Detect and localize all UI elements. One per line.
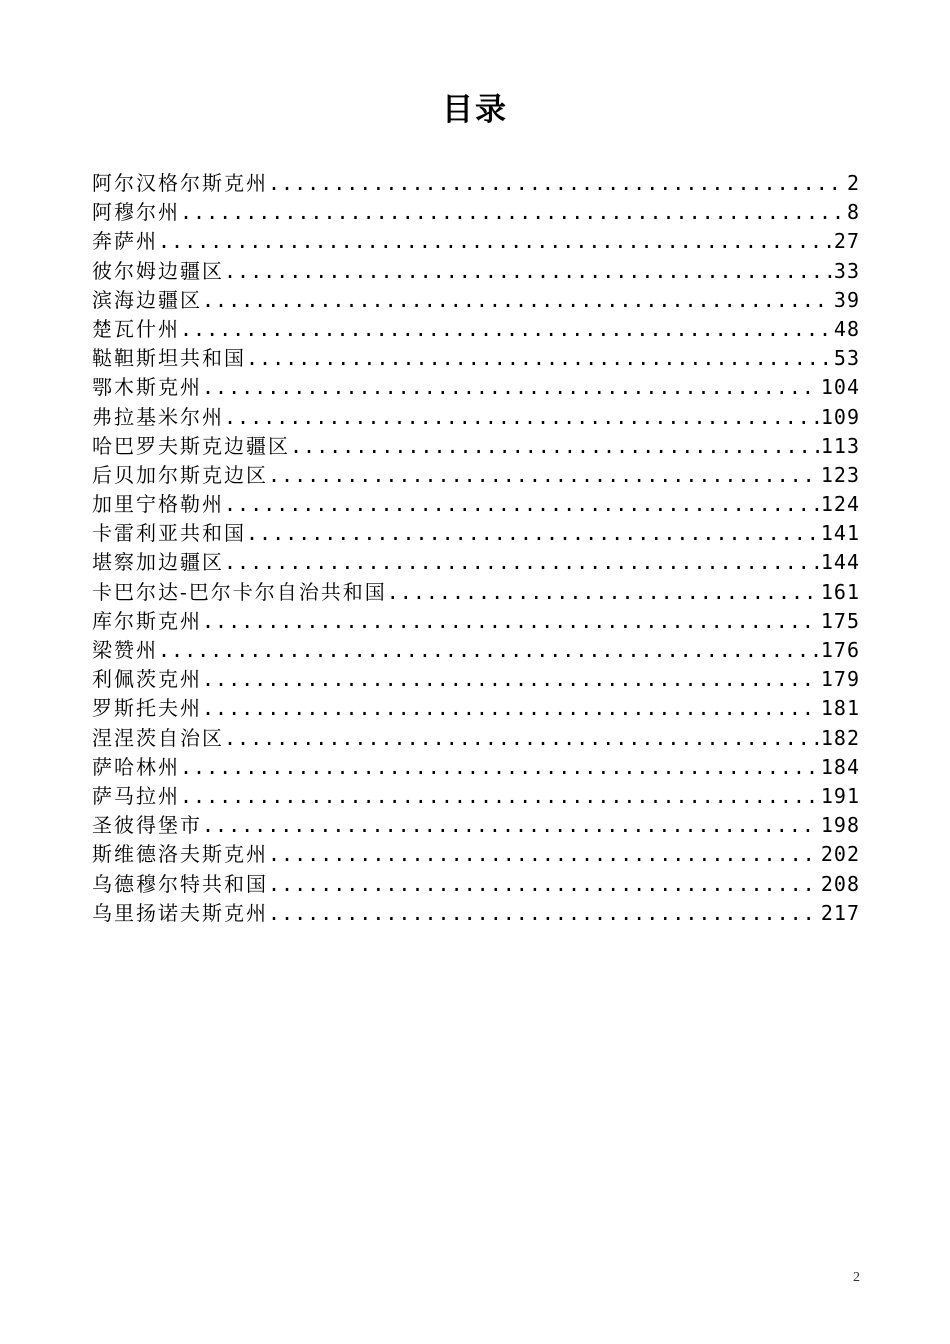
toc-entry-page: 109 xyxy=(820,404,860,429)
toc-entry-label: 萨哈林州 xyxy=(92,754,180,779)
toc-leader-dots xyxy=(180,315,832,344)
toc-entry-label: 梁赞州 xyxy=(92,638,158,662)
toc-entry-label: 楚瓦什州 xyxy=(92,316,180,341)
toc-entry[interactable] xyxy=(92,373,860,402)
toc-entry-page: 104 xyxy=(820,375,860,400)
toc-entry-label: 加里宁格勒州 xyxy=(92,492,224,517)
toc-entry-page: 208 xyxy=(820,871,860,896)
toc-entry[interactable] xyxy=(92,811,860,840)
toc-entry[interactable] xyxy=(92,548,860,577)
toc-title: 目录 xyxy=(442,92,508,128)
toc-entry-page: 53 xyxy=(833,346,860,371)
toc-entry[interactable] xyxy=(92,899,860,928)
toc-entry[interactable] xyxy=(92,782,860,811)
toc-entry-page: 176 xyxy=(820,638,860,662)
toc-entry[interactable] xyxy=(92,724,860,753)
toc-entry-page: 141 xyxy=(820,521,860,546)
toc-entry[interactable] xyxy=(92,636,860,665)
toc-leader-dots xyxy=(268,840,819,869)
toc-leader-dots xyxy=(180,753,819,782)
toc-entry[interactable] xyxy=(92,694,860,723)
toc-entry-label: 乌里扬诺夫斯克州 xyxy=(92,900,268,925)
toc-entry-page: 175 xyxy=(820,608,860,633)
toc-entry[interactable] xyxy=(92,257,860,286)
toc-entry-page: 48 xyxy=(833,316,860,341)
toc-entry-label: 利佩茨克州 xyxy=(92,667,202,692)
toc-entry[interactable] xyxy=(92,607,860,636)
toc-leader-dots xyxy=(290,432,819,461)
toc-entry-label: 后贝加尔斯克边区 xyxy=(92,462,268,487)
toc-entry[interactable] xyxy=(92,840,860,869)
toc-entry-label: 卡雷利亚共和国 xyxy=(92,521,246,546)
toc-entry[interactable] xyxy=(92,665,860,694)
toc-entry-label: 堪察加边疆区 xyxy=(92,550,224,575)
toc-leader-dots xyxy=(180,198,845,227)
toc-entry-page: 161 xyxy=(820,579,860,604)
toc-entry-page: 2 xyxy=(846,171,860,195)
toc-entry-page: 217 xyxy=(820,900,860,925)
toc-entry-label: 圣彼得堡市 xyxy=(92,813,202,838)
toc-entry-label: 鞑靼斯坦共和国 xyxy=(92,346,246,371)
toc-entry[interactable] xyxy=(92,432,860,461)
toc-leader-dots xyxy=(268,169,845,198)
toc-entry-label: 萨马拉州 xyxy=(92,783,180,808)
toc-leader-dots xyxy=(180,782,819,811)
toc-leader-dots xyxy=(224,403,819,432)
toc-entry-label: 滨海边疆区 xyxy=(92,287,202,312)
toc-entry-label: 库尔斯克州 xyxy=(92,608,202,633)
toc-leader-dots xyxy=(224,724,819,753)
toc-entry-page: 123 xyxy=(820,462,860,487)
toc-entry-label: 阿穆尔州 xyxy=(92,200,180,225)
toc-entry-label: 弗拉基米尔州 xyxy=(92,404,224,429)
toc-entry-label: 彼尔姆边疆区 xyxy=(92,258,224,283)
toc-entry-label: 奔萨州 xyxy=(92,229,158,254)
toc-entry-label: 罗斯托夫州 xyxy=(92,696,202,721)
toc-entry-page: 8 xyxy=(846,200,860,225)
toc-entry[interactable] xyxy=(92,753,860,782)
toc-leader-dots xyxy=(268,461,819,490)
toc-leader-dots xyxy=(202,607,819,636)
toc-entry-page: 182 xyxy=(820,725,860,750)
page-number: 2 xyxy=(853,1270,860,1285)
toc-entry[interactable] xyxy=(92,519,860,548)
toc-leader-dots xyxy=(202,286,832,315)
toc-entry-label: 阿尔汉格尔斯克州 xyxy=(92,171,268,195)
toc-entry-label: 涅涅茨自治区 xyxy=(92,725,224,750)
toc-leader-dots xyxy=(246,344,832,373)
toc-entry-page: 113 xyxy=(820,433,860,458)
toc-leader-dots xyxy=(202,665,819,694)
toc-entry-page: 181 xyxy=(820,696,860,721)
toc-leader-dots xyxy=(202,694,819,723)
toc-entry-page: 198 xyxy=(820,813,860,838)
toc-leader-dots xyxy=(224,490,819,519)
toc-entry[interactable] xyxy=(92,578,860,607)
toc-entry-page: 184 xyxy=(820,754,860,779)
toc-leader-dots xyxy=(224,257,832,286)
toc-list xyxy=(92,169,860,928)
toc-entry-page: 33 xyxy=(833,258,860,283)
toc-entry[interactable] xyxy=(92,227,860,256)
toc-entry-page: 27 xyxy=(833,229,860,254)
toc-entry[interactable] xyxy=(92,169,860,198)
toc-entry-page: 202 xyxy=(820,842,860,867)
toc-entry-page: 191 xyxy=(820,783,860,808)
toc-entry-page: 39 xyxy=(833,287,860,312)
toc-entry-label: 乌德穆尔特共和国 xyxy=(92,871,268,896)
toc-entry[interactable] xyxy=(92,461,860,490)
toc-entry[interactable] xyxy=(92,344,860,373)
toc-leader-dots xyxy=(387,578,819,607)
toc-entry-label: 斯维德洛夫斯克州 xyxy=(92,842,268,867)
toc-entry-label: 鄂木斯克州 xyxy=(92,375,202,400)
toc-entry[interactable] xyxy=(92,490,860,519)
toc-leader-dots xyxy=(246,519,819,548)
toc-leader-dots xyxy=(268,899,819,928)
toc-entry-label: 哈巴罗夫斯克边疆区 xyxy=(92,433,290,458)
toc-entry[interactable] xyxy=(92,198,860,227)
toc-entry[interactable] xyxy=(92,315,860,344)
toc-entry-label: 卡巴尔达-巴尔卡尔自治共和国 xyxy=(92,579,387,604)
toc-leader-dots xyxy=(268,870,819,899)
toc-entry[interactable] xyxy=(92,286,860,315)
toc-entry[interactable] xyxy=(92,403,860,432)
toc-entry-page: 179 xyxy=(820,667,860,692)
toc-entry-page: 144 xyxy=(820,550,860,575)
toc-entry-page: 124 xyxy=(820,492,860,517)
toc-leader-dots xyxy=(202,373,819,402)
toc-leader-dots xyxy=(158,636,819,665)
toc-entry[interactable] xyxy=(92,870,860,899)
toc-leader-dots xyxy=(158,227,832,256)
toc-leader-dots xyxy=(202,811,819,840)
toc-leader-dots xyxy=(224,548,819,577)
